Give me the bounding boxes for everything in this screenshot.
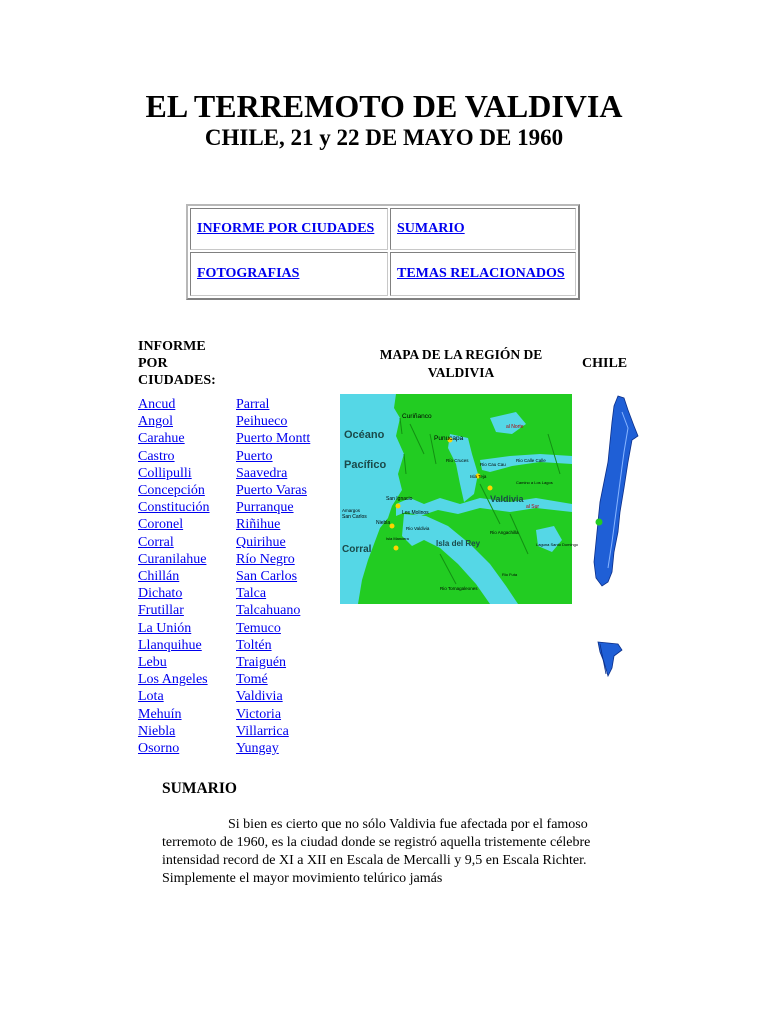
nav-cell-temas bbox=[390, 252, 576, 296]
list-item bbox=[236, 465, 310, 482]
list-item bbox=[236, 706, 310, 723]
list-item bbox=[138, 602, 210, 619]
list-item bbox=[236, 671, 310, 688]
map-label-camino-lagos: Camino a Los Lagos bbox=[516, 480, 553, 485]
map-marker-los-molinos bbox=[396, 504, 401, 509]
map-label-curinanco: Curiñanco bbox=[402, 413, 432, 420]
page-subtitle: CHILE, 21 y 22 DE MAYO DE 1960 bbox=[204, 125, 564, 150]
list-item bbox=[138, 740, 210, 757]
list-item bbox=[236, 654, 310, 671]
list-item bbox=[138, 396, 210, 413]
list-item bbox=[138, 568, 210, 585]
city-link[interactable]: Concepción bbox=[138, 483, 205, 499]
map-label-pacifico: Pacífico bbox=[344, 459, 387, 471]
list-item bbox=[138, 688, 210, 705]
nav-cell-sumario bbox=[390, 208, 576, 250]
map-label-tornagaleones: Rio Tornagaleones bbox=[440, 586, 478, 591]
map-label-rio-cau-cau: Rio Cau Cau bbox=[480, 462, 506, 467]
list-item bbox=[138, 448, 210, 465]
navigation-table bbox=[186, 204, 580, 300]
city-link[interactable]: Dichato bbox=[138, 586, 183, 602]
sumario-paragraph: Si bien es cierto que no sólo Valdivia fue afectada por el famoso terremoto de 1960, es la ciudad donde se registró aquella tristemente célebre intensidad record de XI a XII en Escala de Mercalli y 9,5 en Escala Richter. Simplemente el mayor movimiento telúrico jamás bbox=[162, 817, 591, 886]
informe-link[interactable]: INFORME POR CIUDADES bbox=[197, 221, 375, 236]
city-link[interactable]: Coronel bbox=[138, 517, 184, 533]
list-item bbox=[236, 499, 310, 516]
map-label-san-ignacio: San Ignacio bbox=[386, 496, 413, 502]
map-marker-niebla bbox=[390, 524, 395, 529]
valdivia-location-marker bbox=[596, 519, 603, 526]
list-item bbox=[138, 482, 210, 499]
city-link[interactable]: Collipulli bbox=[138, 465, 192, 481]
city-link[interactable]: Ancud bbox=[138, 397, 176, 412]
city-link[interactable]: Toltén bbox=[236, 637, 272, 653]
list-item bbox=[138, 654, 210, 671]
temas-relacionados-link[interactable]: TEMAS RELACIONADOS bbox=[397, 266, 565, 281]
city-link[interactable]: Saavedra bbox=[236, 465, 288, 481]
city-link[interactable]: Puerto Varas bbox=[236, 483, 307, 499]
map-label-al-norte: al Norte bbox=[506, 424, 524, 430]
list-item bbox=[236, 413, 310, 430]
city-link[interactable]: Traiguén bbox=[236, 655, 287, 671]
city-link[interactable]: San Carlos bbox=[236, 569, 298, 585]
map-label-los-molinos: Los Molinos bbox=[402, 510, 429, 516]
list-item bbox=[236, 620, 310, 637]
city-link[interactable]: Talcahuano bbox=[236, 603, 301, 619]
list-item bbox=[138, 534, 210, 551]
chile-country-map bbox=[578, 392, 640, 692]
city-link[interactable]: Peihueco bbox=[236, 414, 288, 430]
map-label-corral: Corral bbox=[342, 544, 372, 555]
city-list-left bbox=[138, 396, 210, 757]
map-marker-mancera bbox=[394, 546, 399, 551]
nav-cell-informe bbox=[190, 208, 388, 250]
list-item bbox=[138, 499, 210, 516]
list-item bbox=[138, 706, 210, 723]
page-title: EL TERREMOTO DE VALDIVIA bbox=[145, 88, 623, 124]
list-item bbox=[236, 448, 310, 465]
list-item bbox=[236, 688, 310, 705]
informe-heading: INFORME POR CIUDADES: bbox=[138, 339, 216, 388]
map-label-oceano: Océano bbox=[344, 429, 385, 441]
list-item bbox=[236, 568, 310, 585]
list-item bbox=[138, 723, 210, 740]
chile-heading: CHILE bbox=[582, 356, 628, 371]
map-label-isla-teja: Isla Teja bbox=[470, 474, 487, 479]
city-link[interactable]: La Unión bbox=[138, 620, 192, 636]
city-link[interactable]: Llanquihue bbox=[138, 637, 202, 653]
map-label-isla-del-rey: Isla del Rey bbox=[436, 539, 481, 548]
sumario-link[interactable]: SUMARIO bbox=[397, 221, 465, 236]
nav-cell-fotografias bbox=[190, 252, 388, 296]
city-link[interactable]: Constitución bbox=[138, 500, 210, 516]
city-link[interactable]: Castro bbox=[138, 448, 175, 464]
list-item bbox=[236, 585, 310, 602]
city-link[interactable]: Curanilahue bbox=[138, 551, 207, 567]
list-item bbox=[138, 516, 210, 533]
chile-shape bbox=[594, 396, 638, 586]
list-item bbox=[236, 430, 310, 447]
map-label-isla-mancera: Isla Mancera bbox=[386, 536, 409, 541]
city-link[interactable]: Carahue bbox=[138, 431, 185, 447]
city-link[interactable]: Puerto Montt bbox=[236, 431, 311, 447]
city-link[interactable]: Valdivia bbox=[236, 689, 283, 705]
city-link[interactable]: Tomé bbox=[236, 672, 268, 688]
list-item bbox=[138, 413, 210, 430]
map-label-laguna: Laguna Santo Domingo bbox=[536, 542, 579, 547]
city-link[interactable]: Riñihue bbox=[236, 517, 281, 533]
city-link[interactable]: Talca bbox=[236, 586, 267, 602]
list-item bbox=[236, 637, 310, 654]
list-item bbox=[138, 465, 210, 482]
city-link[interactable]: Lebu bbox=[138, 655, 167, 671]
map-label-rio-valdivia: Rio Valdivia bbox=[406, 526, 430, 531]
list-item bbox=[236, 551, 310, 568]
city-link[interactable]: Yungay bbox=[236, 741, 279, 757]
map-heading: MAPA DE LA REGIÓN DE VALDIVIA bbox=[379, 347, 543, 380]
city-link[interactable]: Angol bbox=[138, 414, 173, 430]
city-link[interactable]: Niebla bbox=[138, 723, 176, 739]
sumario-heading: SUMARIO bbox=[162, 780, 237, 797]
list-item bbox=[138, 637, 210, 654]
list-item bbox=[236, 602, 310, 619]
city-link[interactable]: Villarrica bbox=[236, 723, 289, 739]
map-label-niebla: Niebla bbox=[376, 520, 391, 526]
city-link[interactable]: Temuco bbox=[236, 620, 281, 636]
valdivia-region-map bbox=[340, 394, 579, 604]
map-label-rio-futa: Rio Futa bbox=[502, 572, 518, 577]
city-link[interactable]: Los Angeles bbox=[138, 672, 208, 688]
city-link[interactable]: Chillán bbox=[138, 569, 180, 585]
map-label-rio-angachilla: Rio Angachilla bbox=[490, 530, 519, 535]
city-link[interactable]: Río Negro bbox=[236, 551, 295, 567]
list-item bbox=[236, 534, 310, 551]
map-label-al-sur: al Sur bbox=[526, 504, 540, 510]
list-item bbox=[138, 620, 210, 637]
list-item bbox=[236, 482, 310, 499]
list-item bbox=[138, 585, 210, 602]
city-link[interactable]: Mehuín bbox=[138, 706, 182, 722]
antarctic-territory-shape bbox=[598, 642, 622, 676]
city-link[interactable]: Osorno bbox=[138, 741, 180, 757]
map-label-amargos: Amargos bbox=[342, 508, 361, 513]
map-label-rio-calle-calle: Rio Calle Calle bbox=[516, 458, 546, 463]
list-item bbox=[236, 740, 310, 757]
list-item bbox=[138, 671, 210, 688]
city-list-right bbox=[236, 396, 310, 757]
city-link[interactable]: Parral bbox=[236, 397, 270, 412]
list-item bbox=[236, 396, 310, 413]
list-item bbox=[138, 430, 210, 447]
map-marker-valdivia bbox=[488, 486, 493, 491]
city-link[interactable]: Frutillar bbox=[138, 603, 184, 619]
city-link[interactable]: Purranque bbox=[236, 500, 294, 516]
city-link[interactable]: Lota bbox=[138, 689, 164, 705]
city-link[interactable]: Puerto bbox=[236, 448, 273, 464]
fotografias-link[interactable]: FOTOGRAFIAS bbox=[197, 266, 300, 281]
list-item bbox=[138, 551, 210, 568]
city-link[interactable]: Corral bbox=[138, 534, 174, 550]
city-link[interactable]: Quirihue bbox=[236, 534, 286, 550]
list-item bbox=[236, 516, 310, 533]
map-label-punucapa: Punucapa bbox=[434, 435, 464, 442]
map-label-valdivia: Valdivia bbox=[490, 494, 524, 504]
list-item bbox=[236, 723, 310, 740]
map-label-san-carlos: San Carlos bbox=[342, 514, 367, 520]
map-label-rio-cruces: Río Cruces bbox=[446, 458, 469, 463]
city-link[interactable]: Victoria bbox=[236, 706, 282, 722]
